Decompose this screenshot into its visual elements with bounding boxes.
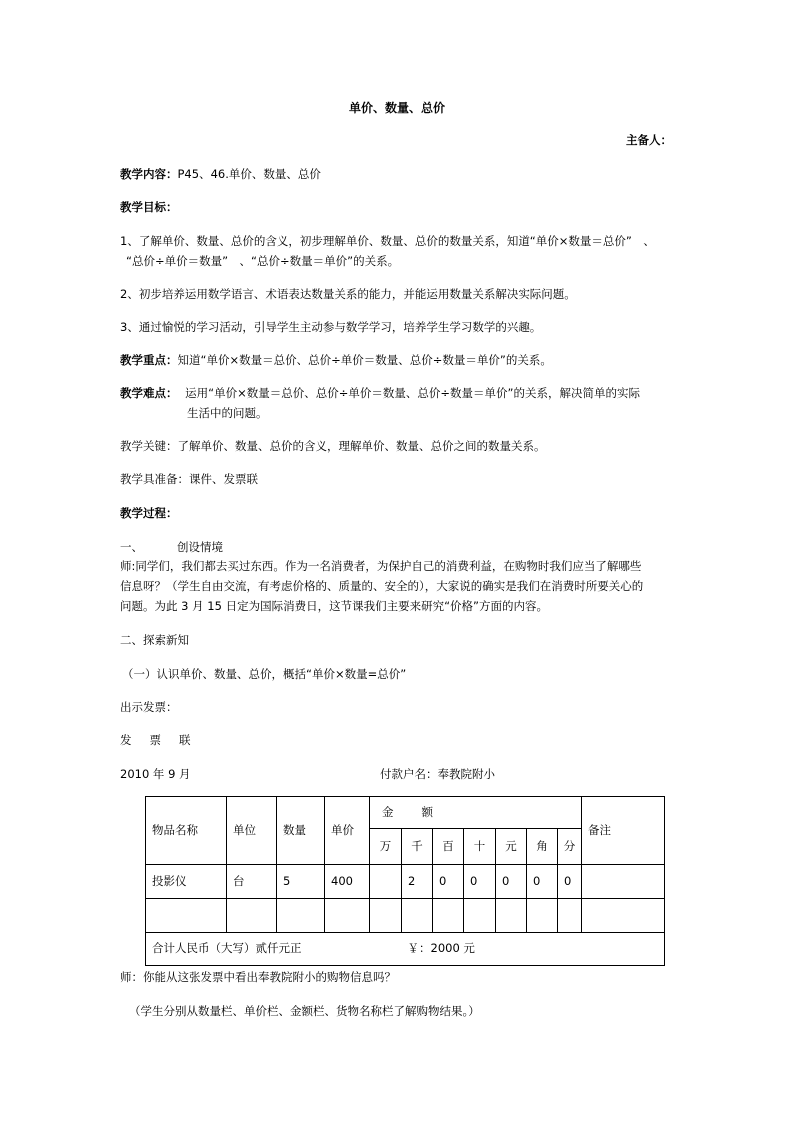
header-price: 单价 [325,797,370,865]
section-2-heading: 二、探索新知 [120,633,189,647]
invoice-heading [120,734,191,748]
invoice-heading-char: 发 [120,733,132,747]
header-quantity: 数量 [277,797,325,865]
header-item-name: 物品名称 [146,797,227,865]
paragraph-1-line-2: 信息呀？（学生自由交流，有考虑价格的、质量的、安全的），大家说的确实是我们在消费时所要关心的 [120,579,644,593]
teaching-content [120,168,321,182]
cell-note [582,865,665,899]
header-amount [370,797,582,829]
subsection-1: （一）认识单价、数量、总价，概括“单价×数量=总价” [122,667,407,681]
key-link: 教学关键：了解单价、数量、总价的含义，理解单价、数量、总价之间的数量关系。 [120,439,546,453]
cell-item-name: 投影仪 [146,865,227,899]
digit-header: 分 [558,829,582,865]
header-unit: 单位 [227,797,277,865]
teaching-content-text: P45、46.单价、数量、总价 [177,167,321,181]
invoice-heading-char: 联 [179,733,191,747]
cell-amount-digit: 0 [433,865,464,899]
cell-amount-digit: 0 [558,865,582,899]
difficulty-line-2: 生活中的问题。 [187,406,268,420]
show-invoice-label: 出示发票： [120,700,178,714]
cell-price: 400 [325,865,370,899]
section-1-title: 创设情境 [177,540,223,554]
page-title: 单价、数量、总价 [348,101,445,115]
objective-1-line-1: 1、了解单价、数量、总价的含义，初步理解单价、数量、总价的数量关系，知道“单价×数量＝总价” 、 [120,234,655,248]
cell-unit: 台 [227,865,277,899]
invoice-payer: 付款户名：奉教院附小 [380,767,495,781]
materials: 教学具准备：课件、发票联 [120,472,258,486]
invoice-header-row [146,797,665,829]
key-point-text: 知道“单价×数量＝总价、总价÷单价＝数量、总价÷数量＝单价”的关系。 [177,353,552,367]
total-text: 合计人民币（大写）贰仟元正 [152,941,302,956]
difficulty-label: 教学难点： [120,386,178,400]
process-heading: 教学过程： [120,506,178,520]
student-answer: （学生分别从数量栏、单价栏、金额栏、货物名称栏了解购物结果。） [129,1004,480,1018]
objective-3: 3、通过愉悦的学习活动，引导学生主动参与数学学习，培养学生学习数学的兴趣。 [120,320,542,334]
section-1-heading [120,541,223,555]
difficulty-line-1: 运用“单价×数量＝总价、总价÷单价＝数量、总价÷数量＝单价”的关系，解决简单的实际 [185,386,640,400]
invoice-total-row [146,933,665,966]
objective-1-line-2: “总价÷单价＝数量” 、“总价÷数量＝单价”的关系。 [126,254,400,268]
section-1-number: 一、 [120,540,143,554]
digit-header: 十 [464,829,496,865]
teaching-content-label: 教学内容： [120,167,178,181]
cell-amount-digit: 0 [496,865,527,899]
difficulty [120,387,640,401]
objective-2: 2、初步培养运用数学语言、术语表达数量关系的能力，并能运用数量关系解决实际问题。 [120,287,576,301]
digit-header: 万 [370,829,402,865]
cell-amount-digit: 2 [402,865,433,899]
amount-label-char: 额 [421,804,433,819]
digit-header: 百 [433,829,464,865]
total-amount: ￥：2000 元 [407,941,475,956]
digit-header: 千 [402,829,433,865]
invoice-heading-char: 票 [149,733,161,747]
digit-header: 角 [527,829,558,865]
digit-header: 元 [496,829,527,865]
cell-quantity: 5 [277,865,325,899]
cell-amount-digit [370,865,402,899]
header-note: 备注 [582,797,665,865]
invoice-total [146,933,665,966]
invoice-date: 2010 年 9 月 [120,767,191,781]
paragraph-1-line-1: 师:同学们，我们都去买过东西。作为一名消费者，为保护自己的消费利益，在购物时我们应当了解哪些 [120,559,642,573]
cell-amount-digit: 0 [464,865,496,899]
key-point [120,354,552,368]
cell-amount-digit: 0 [527,865,558,899]
amount-label-char: 金 [382,804,394,819]
teacher-question: 师：你能从这张发票中看出奉教院附小的购物信息吗？ [120,970,396,984]
table-row [146,865,665,899]
preparer-label: 主备人： [626,133,672,147]
objectives-heading: 教学目标： [120,200,178,214]
paragraph-1-line-3: 问题。为此 3 月 15 日定为国际消费日，这节课我们主要来研究“价格”方面的内容。 [120,599,548,613]
table-row-empty [146,899,665,933]
invoice-table [145,796,665,966]
key-point-label: 教学重点： [120,353,178,367]
